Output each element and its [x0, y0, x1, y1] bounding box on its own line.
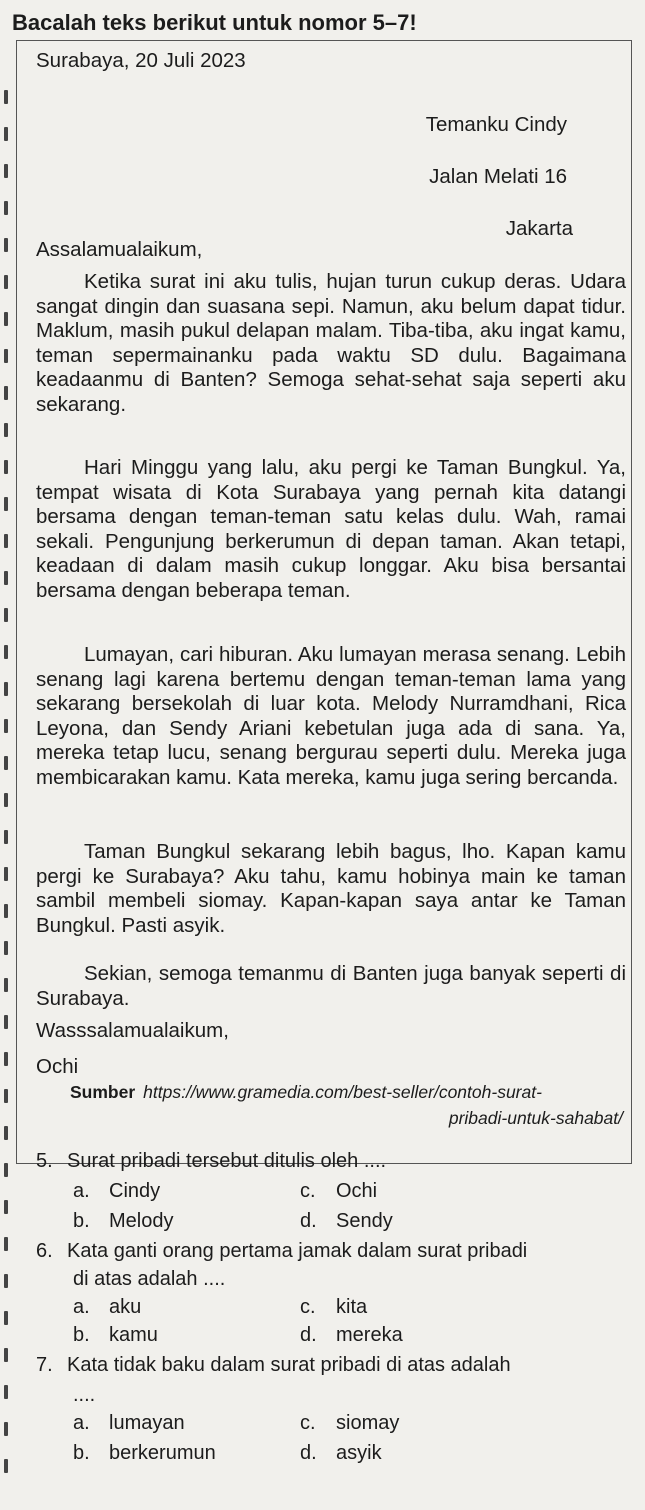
- binding-mark: [4, 127, 8, 141]
- option-7b[interactable]: b. berkerumun: [73, 1442, 216, 1464]
- letter-greeting: Assalamualaikum,: [36, 238, 203, 261]
- binding-mark: [4, 1385, 8, 1399]
- question-6: [36, 1238, 527, 1264]
- question-7-continued: ....: [73, 1384, 96, 1406]
- binding-mark: [4, 1311, 8, 1325]
- binding-mark: [4, 164, 8, 178]
- binding-mark: [4, 534, 8, 548]
- binding-mark: [4, 90, 8, 104]
- binding-mark: [4, 830, 8, 844]
- binding-mark: [4, 1163, 8, 1177]
- letter-recipient-name: Temanku Cindy: [425, 113, 567, 136]
- binding-mark: [4, 312, 8, 326]
- question-text: Kata tidak baku dalam surat pribadi di atas adalah: [67, 1354, 511, 1376]
- letter-source-line-1: [70, 1082, 542, 1103]
- question-text: Kata ganti orang pertama jamak dalam surat pribadi: [67, 1240, 528, 1262]
- letter-paragraph-3: Lumayan, cari hiburan. Aku lumayan merasa senang. Lebih senang lagi karena bertemu dengan teman-teman lama yang sekarang bersekolah di luar kota. Melody Nurramdhani, Rica Leyona, dan Sendy Ariani kebetulan juga ada di sana. Ya, mereka tetap lucu, senang bergurau seperti dulu. Mereka juga membicarakan kamu. Kata mereka, kamu juga sering bercanda.: [36, 643, 626, 789]
- binding-mark: [4, 497, 8, 511]
- question-number: 6.: [36, 1240, 53, 1262]
- question-text: Surat pribadi tersebut ditulis oleh ....: [67, 1150, 387, 1172]
- binding-mark: [4, 645, 8, 659]
- letter-recipient-street: Jalan Melati 16: [429, 165, 567, 188]
- question-number: 7.: [36, 1354, 53, 1376]
- binding-mark: [4, 460, 8, 474]
- source-url-1: https://www.gramedia.com/best-seller/contoh-surat-: [143, 1082, 542, 1102]
- option-5a[interactable]: a. Cindy: [73, 1180, 161, 1202]
- letter-paragraph-1: Ketika surat ini aku tulis, hujan turun cukup deras. Udara sangat dingin dan suasana sepi. Namun, aku belum dapat tidur. Maklum, masih pukul delapan malam. Tiba-tiba, aku ingat kamu, teman sepermainanku pada waktu SD dulu. Bagaimana keadaanmu di Banten? Semoga sehat-sehat saja seperti aku sekarang.: [36, 270, 626, 416]
- binding-mark: [4, 1459, 8, 1473]
- source-url-2: pribadi-untuk-sahabat/: [448, 1108, 623, 1128]
- page-heading: Bacalah teks berikut untuk nomor 5–7!: [12, 10, 417, 35]
- binding-mark: [4, 941, 8, 955]
- binding-mark: [4, 719, 8, 733]
- binding-mark: [4, 793, 8, 807]
- binding-mark: [4, 608, 8, 622]
- binding-mark: [4, 423, 8, 437]
- option-7c[interactable]: c. siomay: [300, 1412, 400, 1434]
- binding-mark: [4, 756, 8, 770]
- option-5b[interactable]: b. Melody: [73, 1210, 174, 1232]
- option-6b[interactable]: b. kamu: [73, 1324, 158, 1346]
- binding-mark: [4, 682, 8, 696]
- binding-mark: [4, 1237, 8, 1251]
- question-6-continued: di atas adalah ....: [73, 1268, 226, 1290]
- binding-mark: [4, 1348, 8, 1362]
- binding-mark: [4, 238, 8, 252]
- letter-place-date: Surabaya, 20 Juli 2023: [36, 49, 246, 72]
- binding-mark: [4, 1200, 8, 1214]
- binding-mark: [4, 201, 8, 215]
- letter-closing: Wasssalamualaikum,: [36, 1019, 229, 1042]
- binding-mark: [4, 1274, 8, 1288]
- binding-mark: [4, 867, 8, 881]
- binding-mark: [4, 1052, 8, 1066]
- binding-mark: [4, 275, 8, 289]
- option-5d[interactable]: d. Sendy: [300, 1210, 393, 1232]
- binding-mark: [4, 1089, 8, 1103]
- page-binding: [4, 90, 14, 1500]
- binding-mark: [4, 349, 8, 363]
- question-5: [36, 1148, 386, 1174]
- binding-mark: [4, 386, 8, 400]
- binding-mark: [4, 904, 8, 918]
- option-5c[interactable]: c. Ochi: [300, 1180, 378, 1202]
- binding-mark: [4, 571, 8, 585]
- binding-mark: [4, 1126, 8, 1140]
- option-7d[interactable]: d. asyik: [300, 1442, 382, 1464]
- letter-recipient-city: Jakarta: [505, 217, 573, 240]
- letter-paragraph-5: Sekian, semoga temanmu di Banten juga banyak seperti di Surabaya.: [36, 962, 626, 1010]
- binding-mark: [4, 1422, 8, 1436]
- question-7: [36, 1352, 511, 1378]
- letter-signature: Ochi: [36, 1055, 79, 1078]
- option-6c[interactable]: c. kita: [300, 1296, 368, 1318]
- binding-mark: [4, 978, 8, 992]
- option-6a[interactable]: a. aku: [73, 1296, 142, 1318]
- letter-paragraph-4: Taman Bungkul sekarang lebih bagus, lho. Kapan kamu pergi ke Surabaya? Aku tahu, kamu hobinya main ke taman sambil membeli siomay. Kapan-kapan saya antar ke Taman Bungkul. Pasti asyik.: [36, 840, 626, 937]
- source-label: Sumber: [70, 1082, 136, 1102]
- option-6d[interactable]: d. mereka: [300, 1324, 403, 1346]
- letter-paragraph-2: Hari Minggu yang lalu, aku pergi ke Taman Bungkul. Ya, tempat wisata di Kota Surabaya yang pernah kita datangi bersama dengan teman-teman satu kelas dulu. Wah, ramai sekali. Pengunjung berkerumun di depan taman. Akan tetapi, keadaan di dalam masih cukup longgar. Aku bisa bersantai bersama dengan beberapa teman.: [36, 456, 626, 602]
- binding-mark: [4, 1015, 8, 1029]
- question-number: 5.: [36, 1150, 53, 1172]
- option-7a[interactable]: a. lumayan: [73, 1412, 185, 1434]
